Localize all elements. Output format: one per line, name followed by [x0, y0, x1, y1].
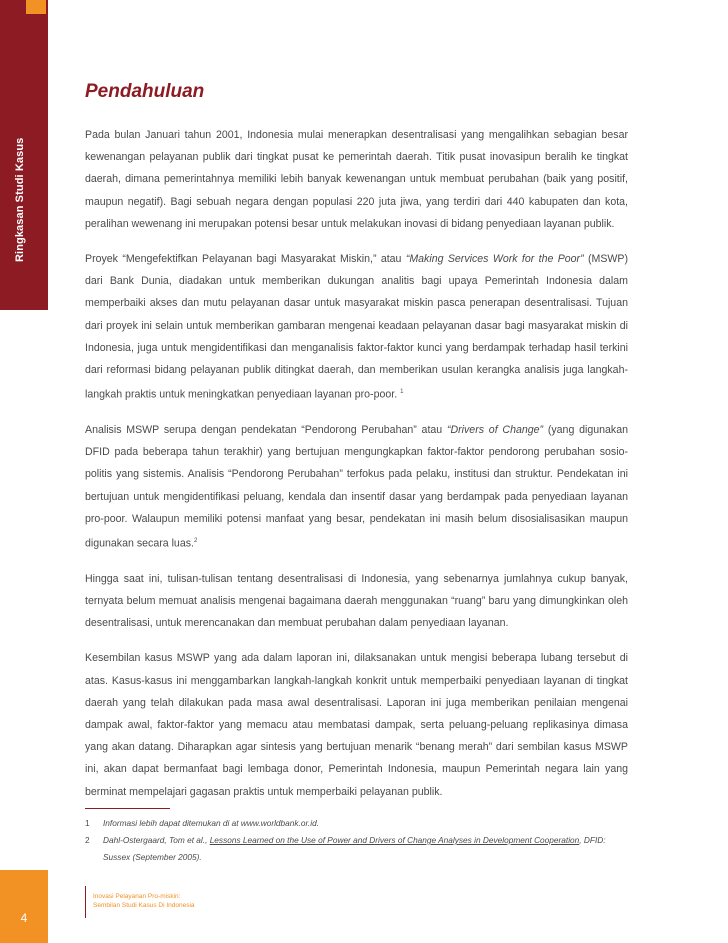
- sidebar: [0, 0, 48, 943]
- sidebar-accent-square: [26, 0, 46, 14]
- reference-link[interactable]: Lessons Learned on the Use of Power and Drivers of Change Analyses in Development Cooperation: [209, 835, 580, 845]
- paragraph: Hingga saat ini, tulisan-tulisan tentang desentralisasi di Indonesia, yang sebenarnya jumlahnya cukup banyak, ternyata belum memuat analisis mengenai bagaimana daerah menggunakan “ruang” baru yang dimungkinkan oleh desentralisasi, untuk merencanakan dan membuat perubahan dalam penyediaan layanan.: [85, 572, 628, 630]
- footnotes: [85, 815, 630, 866]
- page-number-box: [0, 870, 48, 943]
- body-text: [85, 124, 628, 816]
- section-label: Ringkasan Studi Kasus: [14, 137, 26, 262]
- footnote-divider: [85, 808, 170, 809]
- paragraph: Proyek “Mengefektifkan Pelayanan bagi Masyarakat Miskin,” atau “Making Services Work for the Poor” (MSWP) dari Bank Dunia, diadakan untuk memberikan dukungan analitis bagi upaya Pemerintah Indonesia dalam memperbaiki akses dan mutu pelayanan dasar untuk masyarakat miskin pasca penerapan desentralisasi. Tujuan dari proyek ini selain untuk memberikan gambaran mengenai keadaan pelayanan dasar bagi masyarakat miskin di Indonesia, juga untuk mengidentifikasi dan menganalisis faktor-faktor kunci yang berdampak terhadap hasil terkini dari reformasi bidang pelayanan publik ditingkat daerah, dan memberikan usulan kerangka analisis juga langkah-langkah praktis untuk meningkatkan penyediaan layanan pro-poor. $^1$: [85, 253, 628, 401]
- footer-divider: [85, 886, 86, 918]
- page-title: Pendahuluan: [85, 81, 205, 102]
- footnote-ref[interactable]: 1: [400, 389, 404, 396]
- footnote: 1 Informasi lebih dapat ditemukan di at www.worldbank.or.id.: [85, 818, 319, 828]
- page-number: 4: [20, 911, 28, 925]
- paragraph: Analisis MSWP serupa dengan pendekatan “Pendorong Perubahan” atau “Drivers of Change” (yang digunakan DFID pada beberapa tahun terakhir) yang bertujuan mengungkapkan faktor-faktor pendorong perubahan sosio-politis yang sistemis. Analisis “Pendorong Perubahan” terfokus pada pelaku, institusi dan struktur. Pendekatan ini bertujuan untuk mengidentifikasi peluang, kendala dan insentif dasar yang berdampak pada penyediaan layanan pro-poor. Walaupun memiliki potensi manfaat yang besar, pendekatan ini masih belum disosialisasikan maupun digunakan secara luas.$^2$: [85, 423, 629, 550]
- footer-publication-title: Inovasi Pelayanan Pro-miskin: Sembilan Studi Kasus Di Indonesia: [93, 893, 195, 909]
- footnote: 2 Dahl-Ostergaard, Tom et al., Lessons Learned on the Use of Power and Drivers of Change Analyses in Development Cooperation, DFID: Sussex (September 2005).: [85, 835, 606, 862]
- footnote-ref[interactable]: 2: [193, 537, 198, 544]
- paragraph: Pada bulan Januari tahun 2001, Indonesia mulai menerapkan desentralisasi yang mengalihkan sebagian besar kewenangan pelayanan publik dari tingkat pusat ke pemerintah daerah. Titik pusat inovasipun beralih ke tingkat daerah, dimana pemerintahnya memiliki lebih banyak kewenangan untuk membuat perubahan (baik yang positif, maupun negatif). Bagi sebuah negara dengan populasi 220 juta jiwa, yang terdiri dari 440 kabupaten dan kota, peralihan wewenang ini merupakan potensi besar untuk melakukan inovasi di bidang penyediaan layanan publik.: [85, 129, 628, 230]
- paragraph: Kesembilan kasus MSWP yang ada dalam laporan ini, dilaksanakan untuk mengisi beberapa lubang tersebut di atas. Kasus-kasus ini menggambarkan langkah-langkah konkrit untuk memperbaiki penyediaan layanan di tingkat daerah yang telah dilakukan pada masa awal desentralisasi. Laporan ini juga memberikan penilaian mengenai dampak awal, faktor-faktor yang memacu atau membatasi dampak, serta peluang-peluang replikasinya dimasa yang akan datang. Diharapkan agar sintesis yang bertujuan menarik “benang merah” dari sembilan kasus MSWP ini, akan dapat bermanfaat bagi lembaga donor, Pemerintah Indonesia, maupun Pemerintah negara lain yang berminat mempelajari gagasan praktis untuk memperbaiki pelayanan publik.: [85, 652, 628, 798]
